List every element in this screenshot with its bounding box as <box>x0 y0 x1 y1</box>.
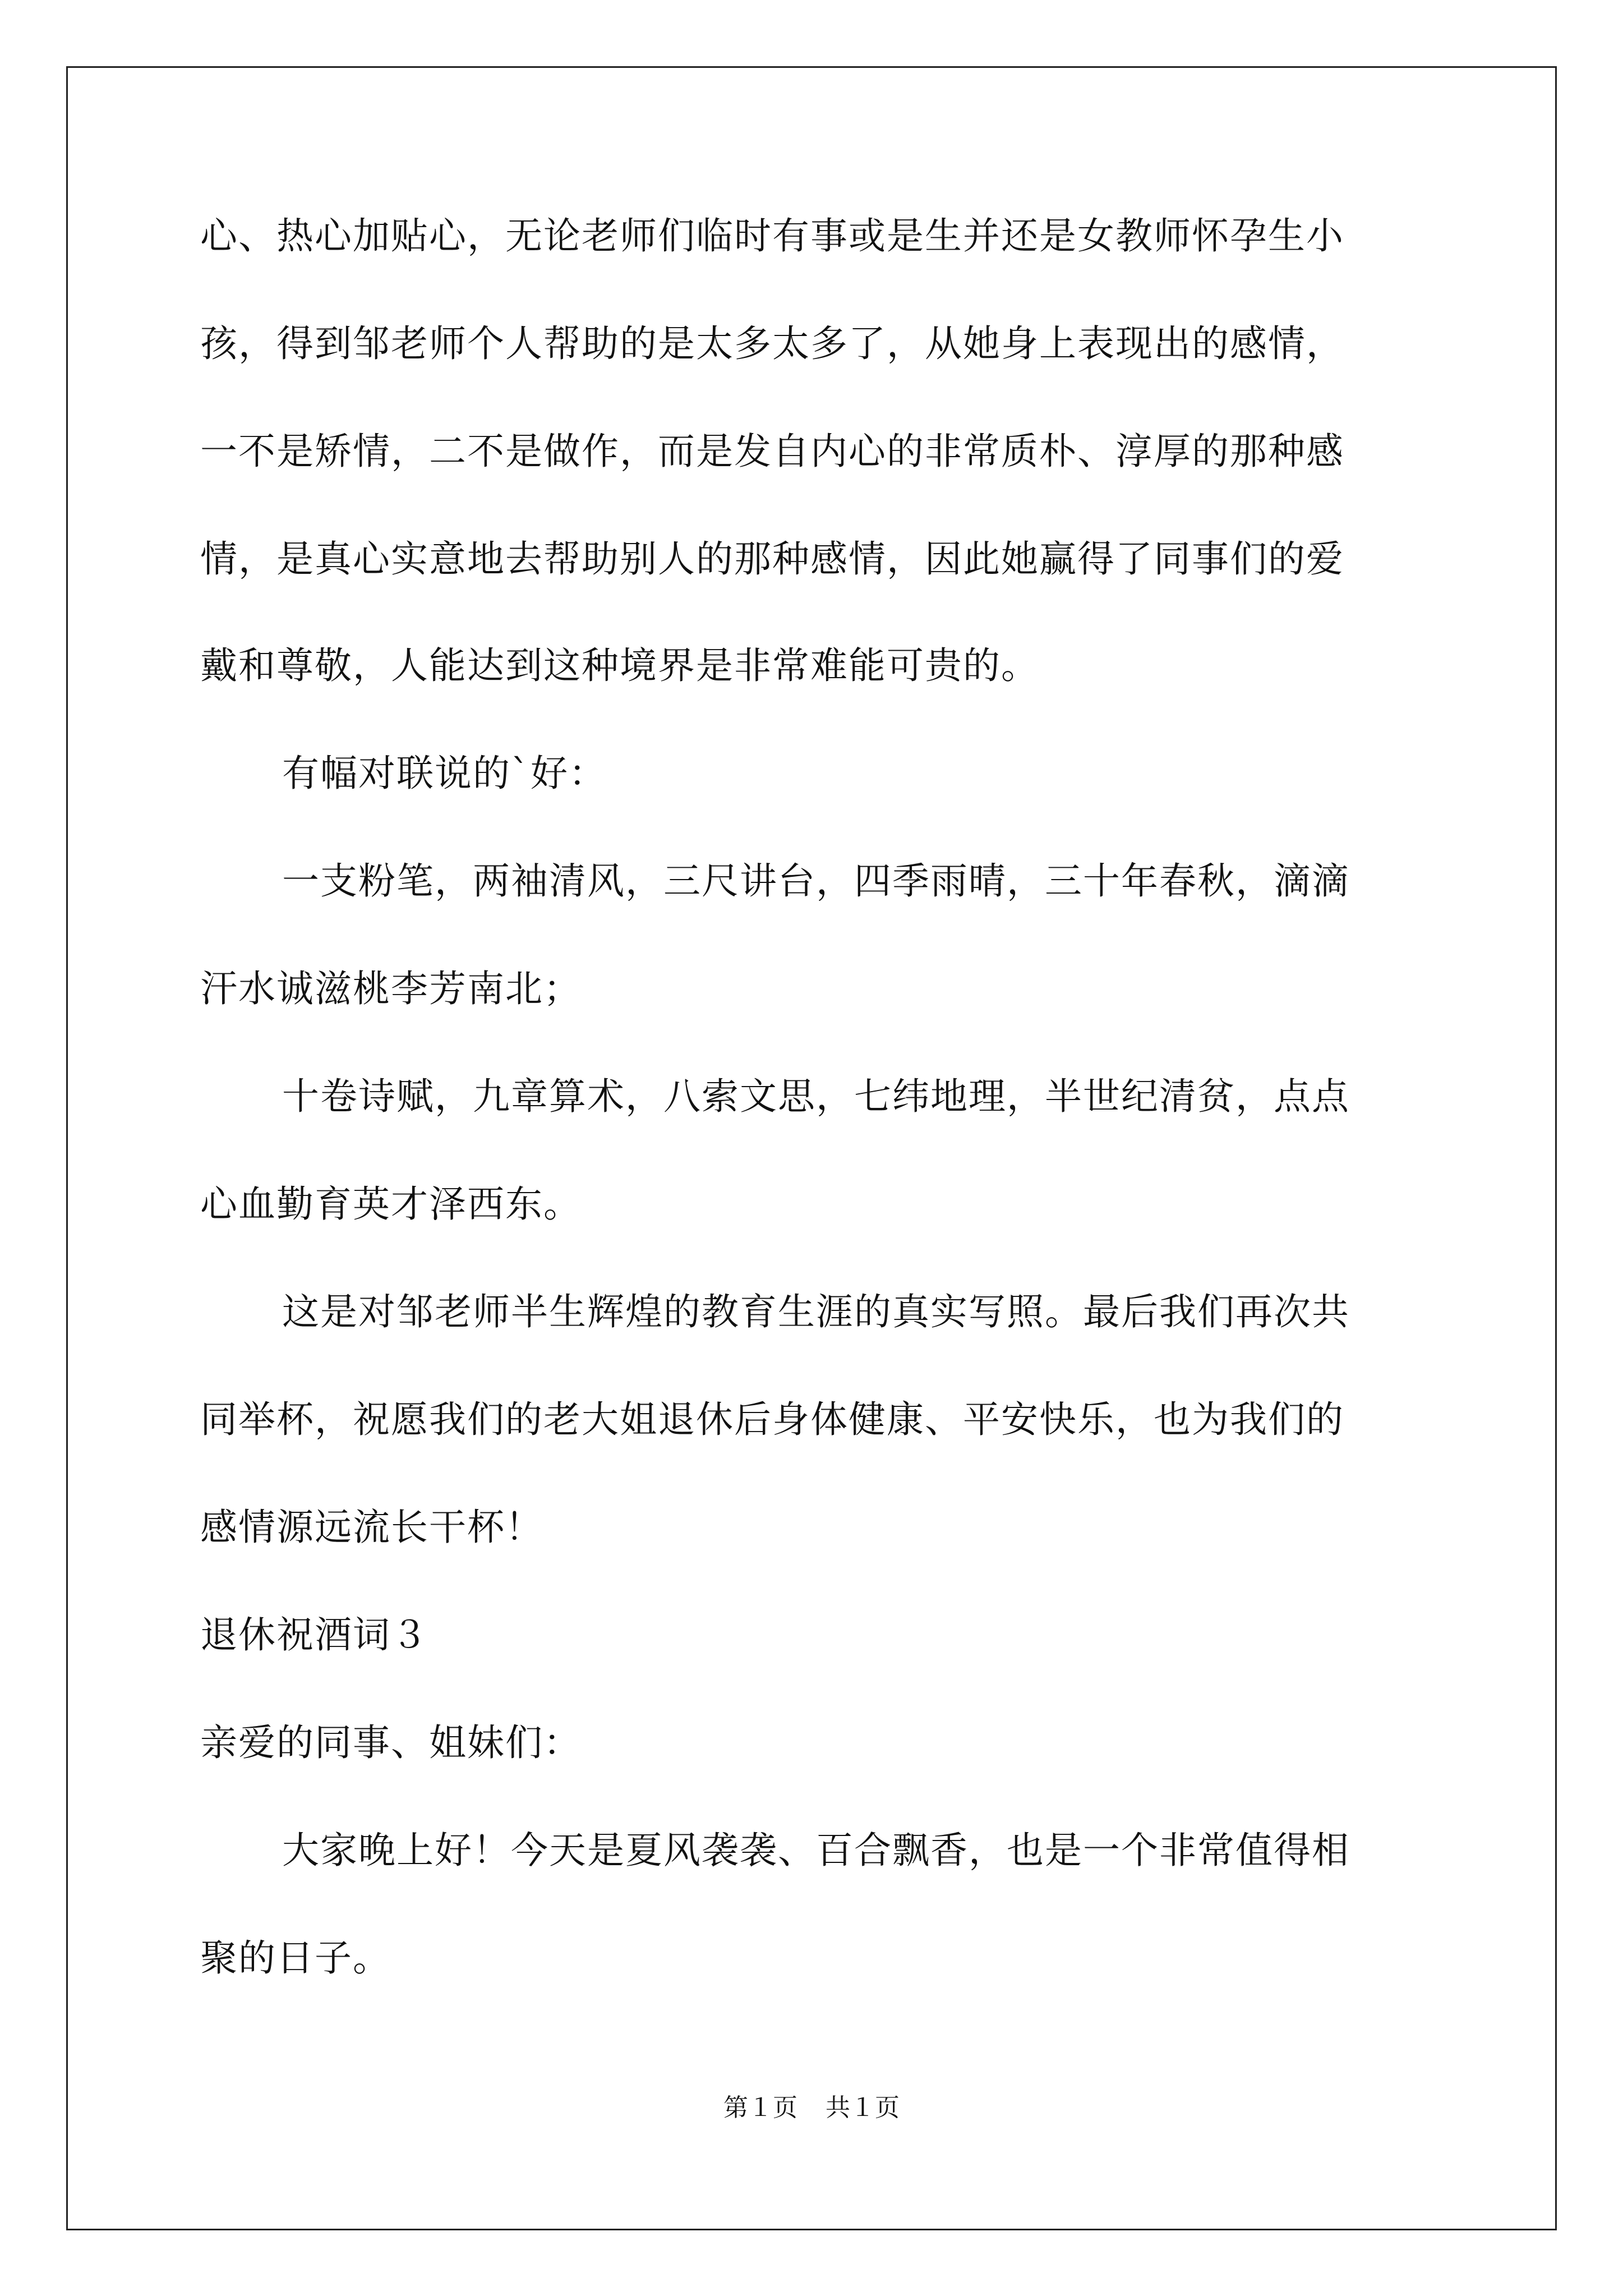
section-heading: 退休祝酒词３ <box>200 1613 429 1657</box>
text-line: 聚的日子。 <box>200 1936 391 1980</box>
text-line: 汗水诚滋桃李芳南北； <box>200 967 582 1010</box>
text-line: 一支粉笔，两袖清风，三尺讲台，四季雨晴，三十年春秋，滴滴 <box>282 859 1350 903</box>
text-line: 同举杯，祝愿我们的老大姐退休后身体健康、平安快乐，也为我们的 <box>200 1398 1344 1441</box>
text-line: 心血勤育英才泽西东。 <box>200 1182 582 1226</box>
text-line: 感情源远流长干杯！ <box>200 1506 543 1549</box>
text-line: 情，是真心实意地去帮助别人的那种感情，因此她赢得了同事们的爱 <box>200 537 1344 581</box>
text-line: 孩，得到邹老师个人帮助的是太多太多了，从她身上表现出的感情， <box>200 322 1344 365</box>
page-footer <box>0 2093 1623 2122</box>
text-line: 大家晚上好！今天是夏风袭袭、百合飘香，也是一个非常值得相 <box>282 1829 1350 1872</box>
text-line: 有幅对联说的`好： <box>282 752 607 795</box>
text-line: 一不是矫情，二不是做作，而是发自内心的非常质朴、淳厚的那种感 <box>200 430 1344 473</box>
page-total: 共１页 <box>826 2093 900 2122</box>
text-line: 戴和尊敬，人能达到这种境界是非常难能可贵的。 <box>200 644 1039 687</box>
page-number: 第１页 <box>723 2093 797 2122</box>
text-line: 心、热心加贴心，无论老师们临时有事或是生并还是女教师怀孕生小 <box>200 214 1344 257</box>
text-line: 这是对邹老师半生辉煌的教育生涯的真实写照。最后我们再次共 <box>282 1290 1350 1333</box>
text-line: 十卷诗赋，九章算术，八索文思，七纬地理，半世纪清贫，点点 <box>282 1075 1350 1118</box>
salutation: 亲爱的同事、姐妹们： <box>200 1721 582 1764</box>
page-border <box>66 66 1557 2230</box>
